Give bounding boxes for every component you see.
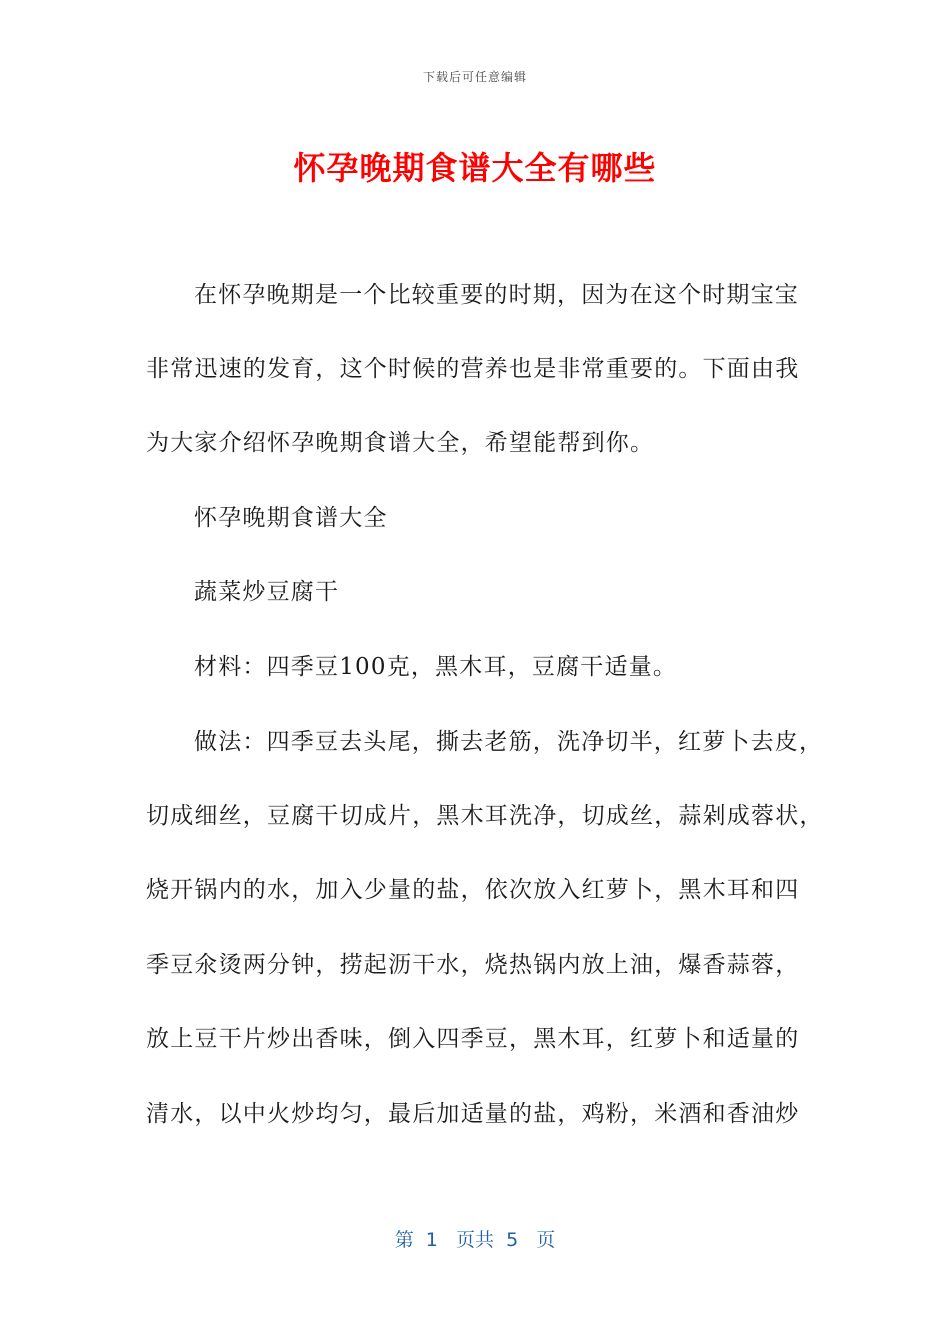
recipe-method-line-3: 烧开锅内的水，加入少量的盐，依次放入红萝卜，黑木耳和四	[146, 877, 800, 903]
page-number-footer: 第 1 页共 5 页	[394, 1229, 556, 1251]
header-note: 下载后可任意编辑	[422, 70, 527, 84]
recipe-method-line-4: 季豆氽烫两分钟，捞起沥干水，烧热锅内放上油，爆香蒜蓉，	[146, 952, 800, 978]
recipe-method-line-5: 放上豆干片炒出香味，倒入四季豆，黑木耳，红萝卜和适量的	[146, 1026, 800, 1052]
recipe-method-line-2: 切成细丝，豆腐干切成片，黑木耳洗净，切成丝，蒜剁成蓉状，	[146, 803, 824, 829]
recipe-name: 蔬菜炒豆腐干	[194, 579, 340, 605]
recipe-method-line-1: 做法：四季豆去头尾，撕去老筋，洗净切半，红萝卜去皮，	[194, 729, 824, 755]
body-line-3: 为大家介绍怀孕晚期食谱大全，希望能帮到你。	[146, 430, 655, 456]
document-title: 怀孕晚期食谱大全有哪些	[293, 149, 657, 187]
body-line-2: 非常迅速的发育，这个时候的营养也是非常重要的。下面由我	[146, 356, 800, 382]
recipe-method-line-6: 清水，以中火炒均匀，最后加适量的盐，鸡粉，米酒和香油炒	[146, 1101, 800, 1127]
section-heading: 怀孕晚期食谱大全	[194, 505, 388, 531]
recipe-ingredients: 材料：四季豆100克，黑木耳，豆腐干适量。	[194, 654, 678, 680]
body-line-1: 在怀孕晚期是一个比较重要的时期，因为在这个时期宝宝	[194, 282, 799, 308]
